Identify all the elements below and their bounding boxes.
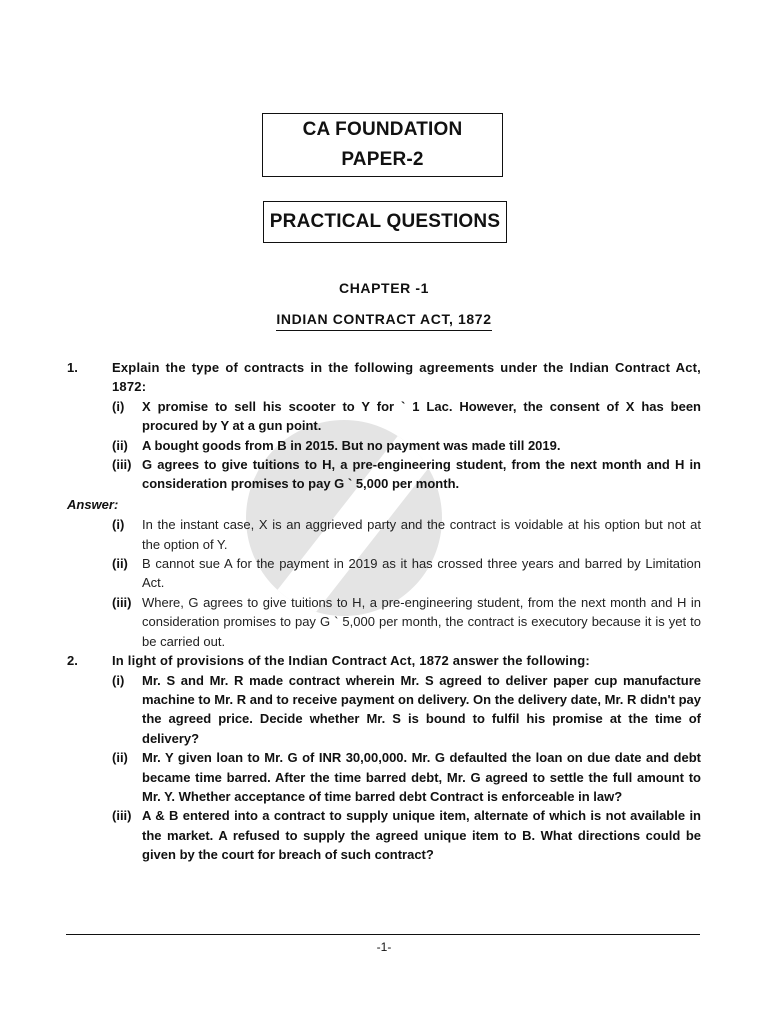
question-2	[67, 651, 701, 670]
item-text: G agrees to give tuitions to H, a pre-engineering student, from the next month and H in consideration promises to pay G ` 5,000 per month.	[142, 457, 701, 492]
section-box	[263, 201, 507, 243]
item-number: (i)	[112, 398, 125, 414]
item-text: Mr. Y given loan to Mr. G of INR 30,00,000. Mr. G defaulted the loan on due date and debt became time barred. After the time barred debt, Mr. G agreed to settle the full amount to Mr. Y. Whether acceptance of time barred debt Contract is enforceable in law?	[142, 750, 701, 804]
item-text: Mr. S and Mr. R made contract wherein Mr. S agreed to deliver paper cup manufacture machine to Mr. R and to receive payment on delivery. On the delivery date, Mr. R didn't pay the agreed price. Decide whether Mr. S is bound to fulfil his promise at the time of delivery?	[142, 672, 701, 746]
item-number: (i)	[112, 672, 125, 688]
questions-body	[67, 358, 701, 865]
list-item	[112, 748, 701, 806]
question-number: 2.	[67, 653, 78, 669]
item-text: In the instant case, X is an aggrieved party and the contract is voidable at his option but not at the option of Y.	[142, 517, 701, 552]
item-text: X promise to sell his scooter to Y for ` 1 Lac. However, the consent of X has been procured by Y at a gun point.	[142, 398, 701, 434]
title-line-2: PAPER-2	[341, 149, 424, 170]
item-text: A bought goods from B in 2015. But no payment was made till 2019.	[142, 437, 561, 453]
list-item	[112, 806, 701, 864]
item-text: A & B entered into a contract to supply unique item, alternate of which is not available in the market. A refused to supply the agreed unique item to B. What directions could be given by the court for breach of such contract?	[142, 808, 701, 863]
answer-label: Answer:	[67, 496, 119, 512]
item-text: Where, G agrees to give tuitions to H, a pre-engineering student, from the next month and H in consideration promises to pay G ` 5,000 per month, the contract is executory because it is yet to be carried out.	[142, 594, 701, 649]
item-number: (iii)	[112, 594, 132, 610]
section-title: PRACTICAL QUESTIONS	[269, 211, 501, 232]
item-number: (ii)	[112, 437, 128, 453]
item-number: (iii)	[112, 457, 132, 473]
item-number: (iii)	[112, 808, 132, 824]
chapter-title: INDIAN CONTRACT ACT, 1872	[276, 311, 491, 331]
chapter-title-wrap	[0, 311, 768, 331]
item-number: (i)	[112, 517, 125, 533]
chapter-number: CHAPTER -1	[338, 280, 429, 296]
answer-item	[112, 593, 701, 651]
list-item	[112, 671, 701, 749]
item-text: B cannot sue A for the payment in 2019 as it has crossed three years and barred by Limitation Act.	[142, 556, 701, 591]
question-number: 1.	[67, 360, 78, 375]
list-item	[112, 397, 701, 436]
question-text: Explain the type of contracts in the following agreements under the Indian Contract Act, 1872:	[112, 360, 701, 395]
footer-divider	[66, 934, 700, 935]
title-box	[262, 113, 503, 177]
item-number: (ii)	[112, 750, 128, 766]
question-text: In light of provisions of the Indian Contract Act, 1872 answer the following:	[112, 653, 590, 669]
answer-item	[112, 515, 701, 554]
list-item	[112, 455, 701, 494]
list-item	[112, 436, 701, 455]
answer-item	[112, 554, 701, 593]
page-number: -1-	[376, 940, 392, 954]
title-line-1: CA FOUNDATION	[302, 119, 463, 140]
item-number: (ii)	[112, 556, 128, 572]
question-1	[67, 358, 701, 397]
